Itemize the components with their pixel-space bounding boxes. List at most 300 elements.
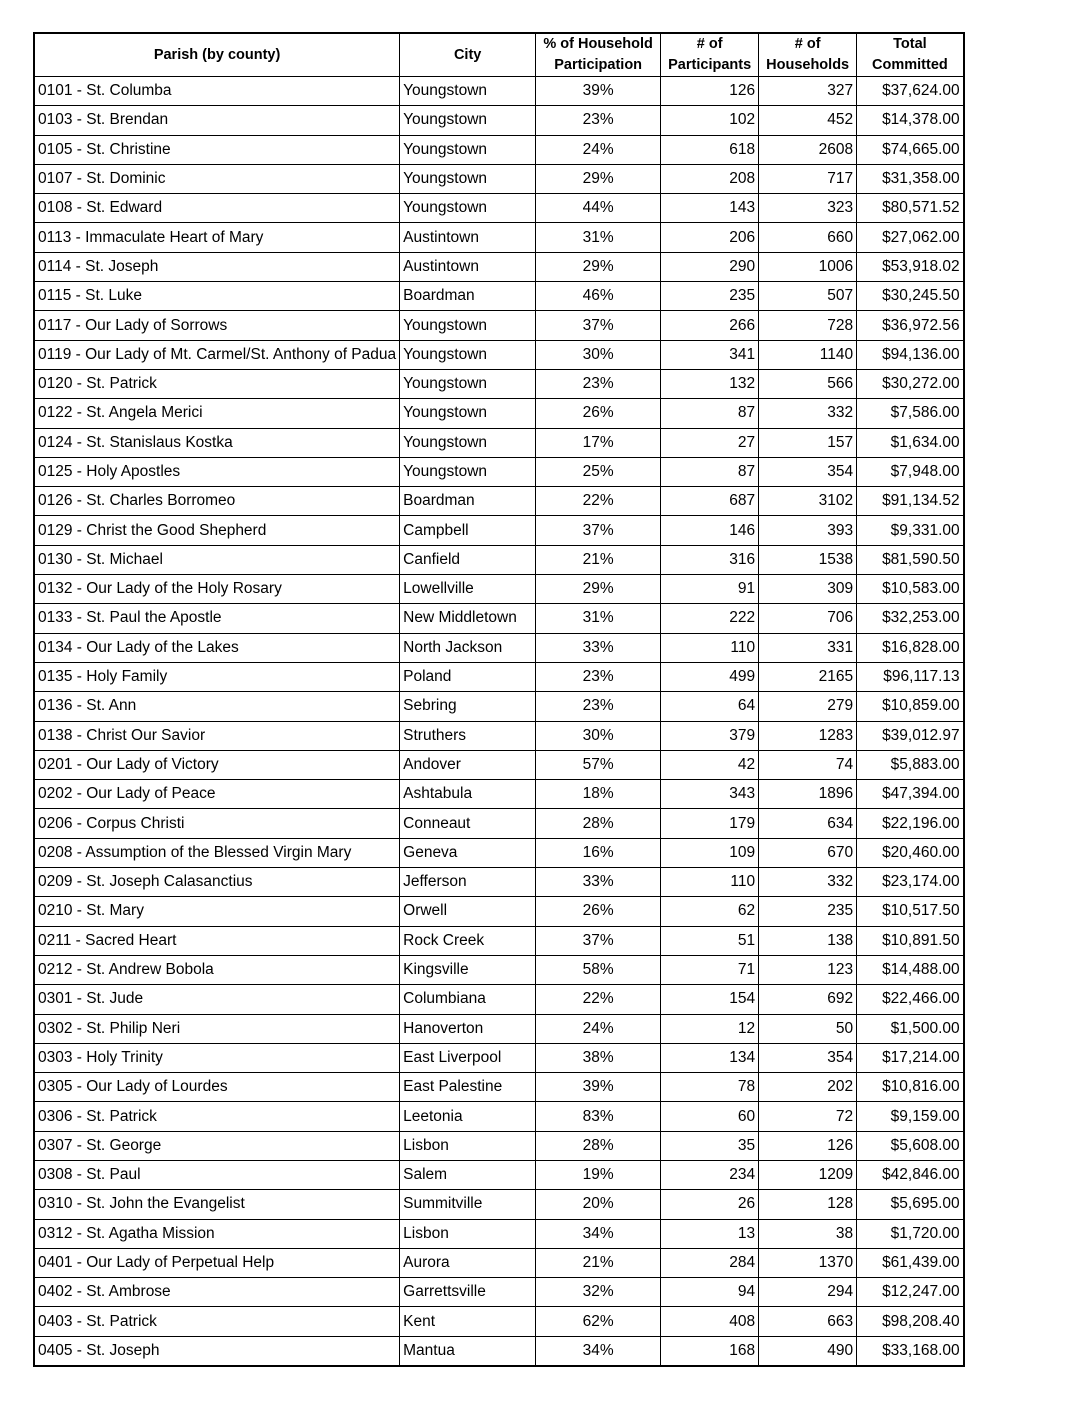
participants-cell: 71 [661, 955, 759, 984]
table-row [34, 662, 964, 691]
households-cell: 354 [759, 1043, 857, 1072]
city-cell: Struthers [400, 721, 536, 750]
city-cell: Boardman [400, 487, 536, 516]
parish-cell: 0101 - St. Columba [34, 77, 400, 106]
table-row [34, 194, 964, 223]
total-committed-cell: $22,466.00 [857, 985, 964, 1014]
households-cell: 1006 [759, 252, 857, 281]
parish-cell: 0302 - St. Philip Neri [34, 1014, 400, 1043]
participants-cell: 110 [661, 868, 759, 897]
parish-cell: 0310 - St. John the Evangelist [34, 1190, 400, 1219]
parish-cell: 0134 - Our Lady of the Lakes [34, 633, 400, 662]
participants-cell: 87 [661, 457, 759, 486]
city-cell: Lisbon [400, 1219, 536, 1248]
city-cell: Youngstown [400, 340, 536, 369]
total-committed-cell: $16,828.00 [857, 633, 964, 662]
household-participation-cell: 23% [536, 692, 661, 721]
household-participation-cell: 46% [536, 282, 661, 311]
header-participants-line1: # of [696, 36, 723, 52]
city-cell: Youngstown [400, 77, 536, 106]
households-cell: 452 [759, 106, 857, 135]
households-cell: 490 [759, 1336, 857, 1366]
participants-cell: 110 [661, 633, 759, 662]
household-participation-cell: 19% [536, 1160, 661, 1189]
city-cell: Boardman [400, 282, 536, 311]
city-cell: Hanoverton [400, 1014, 536, 1043]
households-cell: 393 [759, 516, 857, 545]
table-row [34, 1336, 964, 1366]
city-cell: Austintown [400, 252, 536, 281]
participants-cell: 179 [661, 809, 759, 838]
table-row [34, 1278, 964, 1307]
table-row [34, 77, 964, 106]
households-cell: 332 [759, 868, 857, 897]
household-participation-cell: 33% [536, 868, 661, 897]
header-row [34, 33, 964, 77]
city-cell: Youngstown [400, 106, 536, 135]
household-participation-cell: 30% [536, 721, 661, 750]
participants-cell: 60 [661, 1102, 759, 1131]
households-cell: 1370 [759, 1248, 857, 1277]
parish-cell: 0103 - St. Brendan [34, 106, 400, 135]
parish-cell: 0133 - St. Paul the Apostle [34, 604, 400, 633]
table-row [34, 1219, 964, 1248]
household-participation-cell: 29% [536, 575, 661, 604]
parish-cell: 0124 - St. Stanislaus Kostka [34, 428, 400, 457]
household-participation-cell: 21% [536, 545, 661, 574]
parish-cell: 0122 - St. Angela Merici [34, 399, 400, 428]
total-committed-cell: $53,918.02 [857, 252, 964, 281]
table-row [34, 1160, 964, 1189]
household-participation-cell: 24% [536, 1014, 661, 1043]
table-row [34, 809, 964, 838]
city-cell: Youngstown [400, 428, 536, 457]
households-cell: 50 [759, 1014, 857, 1043]
households-cell: 660 [759, 223, 857, 252]
total-committed-cell: $80,571.52 [857, 194, 964, 223]
total-committed-cell: $12,247.00 [857, 1278, 964, 1307]
city-cell: Youngstown [400, 399, 536, 428]
header-parish-label: Parish (by county) [153, 46, 281, 63]
household-participation-cell: 83% [536, 1102, 661, 1131]
city-cell: Sebring [400, 692, 536, 721]
household-participation-cell: 20% [536, 1190, 661, 1219]
table-row [34, 692, 964, 721]
table-row [34, 399, 964, 428]
participants-cell: 87 [661, 399, 759, 428]
table-header [34, 33, 964, 77]
total-committed-cell: $22,196.00 [857, 809, 964, 838]
total-committed-cell: $42,846.00 [857, 1160, 964, 1189]
households-cell: 279 [759, 692, 857, 721]
household-participation-cell: 22% [536, 985, 661, 1014]
header-households [759, 33, 857, 77]
households-cell: 1538 [759, 545, 857, 574]
household-participation-cell: 38% [536, 1043, 661, 1072]
table-row [34, 164, 964, 193]
household-participation-cell: 39% [536, 1073, 661, 1102]
household-participation-cell: 44% [536, 194, 661, 223]
table-row [34, 955, 964, 984]
households-cell: 663 [759, 1307, 857, 1336]
parish-cell: 0301 - St. Jude [34, 985, 400, 1014]
parish-cell: 0108 - St. Edward [34, 194, 400, 223]
participants-cell: 27 [661, 428, 759, 457]
city-cell: Andover [400, 750, 536, 779]
total-committed-cell: $1,500.00 [857, 1014, 964, 1043]
city-cell: Youngstown [400, 369, 536, 398]
parish-cell: 0136 - St. Ann [34, 692, 400, 721]
city-cell: Aurora [400, 1248, 536, 1277]
total-committed-cell: $7,948.00 [857, 457, 964, 486]
header-pct-line2: Participation [554, 57, 643, 73]
participants-cell: 132 [661, 369, 759, 398]
total-committed-cell: $14,378.00 [857, 106, 964, 135]
total-committed-cell: $39,012.97 [857, 721, 964, 750]
table-row [34, 369, 964, 398]
participants-cell: 62 [661, 897, 759, 926]
header-participants-line2: Participants [668, 57, 752, 73]
table-row [34, 1131, 964, 1160]
households-cell: 507 [759, 282, 857, 311]
total-committed-cell: $5,695.00 [857, 1190, 964, 1219]
participants-cell: 379 [661, 721, 759, 750]
participants-cell: 78 [661, 1073, 759, 1102]
households-cell: 692 [759, 985, 857, 1014]
total-committed-cell: $5,608.00 [857, 1131, 964, 1160]
parish-cell: 0201 - Our Lady of Victory [34, 750, 400, 779]
parish-cell: 0405 - St. Joseph [34, 1336, 400, 1366]
city-cell: Kingsville [400, 955, 536, 984]
city-cell: Ashtabula [400, 780, 536, 809]
parish-cell: 0120 - St. Patrick [34, 369, 400, 398]
participants-cell: 102 [661, 106, 759, 135]
parish-cell: 0403 - St. Patrick [34, 1307, 400, 1336]
table-row [34, 575, 964, 604]
table-row [34, 604, 964, 633]
parish-cell: 0135 - Holy Family [34, 662, 400, 691]
total-committed-cell: $81,590.50 [857, 545, 964, 574]
total-committed-cell: $10,816.00 [857, 1073, 964, 1102]
table-row [34, 457, 964, 486]
household-participation-cell: 16% [536, 838, 661, 867]
participants-cell: 91 [661, 575, 759, 604]
household-participation-cell: 31% [536, 223, 661, 252]
participants-cell: 26 [661, 1190, 759, 1219]
parish-cell: 0212 - St. Andrew Bobola [34, 955, 400, 984]
participants-cell: 290 [661, 252, 759, 281]
household-participation-cell: 58% [536, 955, 661, 984]
parish-cell: 0308 - St. Paul [34, 1160, 400, 1189]
households-cell: 634 [759, 809, 857, 838]
header-total-committed [857, 33, 964, 77]
household-participation-cell: 23% [536, 106, 661, 135]
total-committed-cell: $47,394.00 [857, 780, 964, 809]
households-cell: 717 [759, 164, 857, 193]
city-cell: Summitville [400, 1190, 536, 1219]
table-row [34, 1073, 964, 1102]
table-row [34, 1102, 964, 1131]
participants-cell: 341 [661, 340, 759, 369]
households-cell: 38 [759, 1219, 857, 1248]
participants-cell: 94 [661, 1278, 759, 1307]
table-row [34, 428, 964, 457]
households-cell: 126 [759, 1131, 857, 1160]
household-participation-cell: 34% [536, 1219, 661, 1248]
city-cell: Austintown [400, 223, 536, 252]
participants-cell: 134 [661, 1043, 759, 1072]
households-cell: 74 [759, 750, 857, 779]
city-cell: Rock Creek [400, 926, 536, 955]
participants-cell: 208 [661, 164, 759, 193]
table-row [34, 1043, 964, 1072]
parish-cell: 0105 - St. Christine [34, 135, 400, 164]
table-row [34, 780, 964, 809]
participants-cell: 168 [661, 1336, 759, 1366]
table-row [34, 1014, 964, 1043]
household-participation-cell: 29% [536, 164, 661, 193]
total-committed-cell: $5,883.00 [857, 750, 964, 779]
household-participation-cell: 22% [536, 487, 661, 516]
city-cell: East Palestine [400, 1073, 536, 1102]
total-committed-cell: $74,665.00 [857, 135, 964, 164]
header-households-line1: # of [794, 36, 821, 52]
parish-cell: 0113 - Immaculate Heart of Mary [34, 223, 400, 252]
participants-cell: 222 [661, 604, 759, 633]
table-row [34, 311, 964, 340]
city-cell: North Jackson [400, 633, 536, 662]
city-cell: New Middletown [400, 604, 536, 633]
table-row [34, 1307, 964, 1336]
parish-cell: 0117 - Our Lady of Sorrows [34, 311, 400, 340]
household-participation-cell: 25% [536, 457, 661, 486]
city-cell: Youngstown [400, 311, 536, 340]
households-cell: 1209 [759, 1160, 857, 1189]
parish-cell: 0119 - Our Lady of Mt. Carmel/St. Anthony of Padua [34, 340, 400, 369]
participants-cell: 146 [661, 516, 759, 545]
households-cell: 138 [759, 926, 857, 955]
participants-cell: 343 [661, 780, 759, 809]
household-participation-cell: 29% [536, 252, 661, 281]
parish-cell: 0312 - St. Agatha Mission [34, 1219, 400, 1248]
city-cell: Orwell [400, 897, 536, 926]
city-cell: Leetonia [400, 1102, 536, 1131]
parish-cell: 0208 - Assumption of the Blessed Virgin Mary [34, 838, 400, 867]
household-participation-cell: 32% [536, 1278, 661, 1307]
households-cell: 323 [759, 194, 857, 223]
parish-cell: 0402 - St. Ambrose [34, 1278, 400, 1307]
households-cell: 294 [759, 1278, 857, 1307]
parish-cell: 0401 - Our Lady of Perpetual Help [34, 1248, 400, 1277]
table-body [34, 77, 964, 1367]
participants-cell: 499 [661, 662, 759, 691]
households-cell: 332 [759, 399, 857, 428]
table-row [34, 545, 964, 574]
city-cell: Youngstown [400, 457, 536, 486]
total-committed-cell: $32,253.00 [857, 604, 964, 633]
table-row [34, 985, 964, 1014]
parish-cell: 0126 - St. Charles Borromeo [34, 487, 400, 516]
participants-cell: 51 [661, 926, 759, 955]
parish-cell: 0307 - St. George [34, 1131, 400, 1160]
parish-cell: 0210 - St. Mary [34, 897, 400, 926]
table-row [34, 1248, 964, 1277]
header-households-line2: Households [766, 57, 850, 73]
households-cell: 128 [759, 1190, 857, 1219]
household-participation-cell: 62% [536, 1307, 661, 1336]
total-committed-cell: $23,174.00 [857, 868, 964, 897]
total-committed-cell: $10,583.00 [857, 575, 964, 604]
parish-cell: 0125 - Holy Apostles [34, 457, 400, 486]
city-cell: Mantua [400, 1336, 536, 1366]
household-participation-cell: 26% [536, 897, 661, 926]
header-total-line1: Total [893, 36, 927, 52]
parish-cell: 0114 - St. Joseph [34, 252, 400, 281]
table-row [34, 252, 964, 281]
table-row [34, 897, 964, 926]
households-cell: 354 [759, 457, 857, 486]
total-committed-cell: $91,134.52 [857, 487, 964, 516]
table-row [34, 106, 964, 135]
total-committed-cell: $27,062.00 [857, 223, 964, 252]
participants-cell: 64 [661, 692, 759, 721]
total-committed-cell: $31,358.00 [857, 164, 964, 193]
table-row [34, 926, 964, 955]
parish-cell: 0107 - St. Dominic [34, 164, 400, 193]
households-cell: 2165 [759, 662, 857, 691]
header-participants [661, 33, 759, 77]
household-participation-cell: 37% [536, 926, 661, 955]
table-row [34, 721, 964, 750]
table-row [34, 223, 964, 252]
household-participation-cell: 37% [536, 516, 661, 545]
table-row [34, 868, 964, 897]
table-row [34, 340, 964, 369]
participants-cell: 143 [661, 194, 759, 223]
total-committed-cell: $17,214.00 [857, 1043, 964, 1072]
total-committed-cell: $98,208.40 [857, 1307, 964, 1336]
city-cell: Kent [400, 1307, 536, 1336]
total-committed-cell: $30,245.50 [857, 282, 964, 311]
households-cell: 309 [759, 575, 857, 604]
city-cell: Garrettsville [400, 1278, 536, 1307]
table-row [34, 487, 964, 516]
household-participation-cell: 23% [536, 662, 661, 691]
header-household-participation [536, 33, 661, 77]
total-committed-cell: $30,272.00 [857, 369, 964, 398]
participants-cell: 235 [661, 282, 759, 311]
header-total-line2: Committed [872, 57, 948, 73]
household-participation-cell: 37% [536, 311, 661, 340]
households-cell: 123 [759, 955, 857, 984]
total-committed-cell: $61,439.00 [857, 1248, 964, 1277]
table-row [34, 516, 964, 545]
total-committed-cell: $96,117.13 [857, 662, 964, 691]
household-participation-cell: 30% [536, 340, 661, 369]
parish-cell: 0202 - Our Lady of Peace [34, 780, 400, 809]
table-row [34, 750, 964, 779]
household-participation-cell: 26% [536, 399, 661, 428]
participants-cell: 13 [661, 1219, 759, 1248]
participants-cell: 284 [661, 1248, 759, 1277]
header-parish [34, 33, 400, 77]
participants-cell: 12 [661, 1014, 759, 1043]
parish-cell: 0130 - St. Michael [34, 545, 400, 574]
city-cell: Jefferson [400, 868, 536, 897]
parish-cell: 0206 - Corpus Christi [34, 809, 400, 838]
participants-cell: 126 [661, 77, 759, 106]
household-participation-cell: 39% [536, 77, 661, 106]
participants-cell: 109 [661, 838, 759, 867]
total-committed-cell: $33,168.00 [857, 1336, 964, 1366]
table-row [34, 1190, 964, 1219]
households-cell: 706 [759, 604, 857, 633]
table-row [34, 282, 964, 311]
total-committed-cell: $1,634.00 [857, 428, 964, 457]
total-committed-cell: $7,586.00 [857, 399, 964, 428]
participants-cell: 42 [661, 750, 759, 779]
total-committed-cell: $10,517.50 [857, 897, 964, 926]
household-participation-cell: 31% [536, 604, 661, 633]
participants-cell: 687 [661, 487, 759, 516]
city-cell: Columbiana [400, 985, 536, 1014]
household-participation-cell: 33% [536, 633, 661, 662]
total-committed-cell: $20,460.00 [857, 838, 964, 867]
participants-cell: 206 [661, 223, 759, 252]
header-city-label: City [453, 46, 482, 63]
households-cell: 72 [759, 1102, 857, 1131]
total-committed-cell: $1,720.00 [857, 1219, 964, 1248]
participants-cell: 618 [661, 135, 759, 164]
households-cell: 235 [759, 897, 857, 926]
header-pct-line1: % of Household [543, 36, 653, 52]
household-participation-cell: 24% [536, 135, 661, 164]
parish-cell: 0129 - Christ the Good Shepherd [34, 516, 400, 545]
city-cell: Poland [400, 662, 536, 691]
households-cell: 670 [759, 838, 857, 867]
total-committed-cell: $36,972.56 [857, 311, 964, 340]
city-cell: Geneva [400, 838, 536, 867]
households-cell: 2608 [759, 135, 857, 164]
household-participation-cell: 23% [536, 369, 661, 398]
participants-cell: 35 [661, 1131, 759, 1160]
city-cell: Youngstown [400, 164, 536, 193]
total-committed-cell: $9,331.00 [857, 516, 964, 545]
household-participation-cell: 28% [536, 1131, 661, 1160]
households-cell: 1283 [759, 721, 857, 750]
household-participation-cell: 34% [536, 1336, 661, 1366]
households-cell: 566 [759, 369, 857, 398]
total-committed-cell: $14,488.00 [857, 955, 964, 984]
city-cell: Salem [400, 1160, 536, 1189]
parish-cell: 0138 - Christ Our Savior [34, 721, 400, 750]
parish-cell: 0303 - Holy Trinity [34, 1043, 400, 1072]
city-cell: Conneaut [400, 809, 536, 838]
parish-cell: 0306 - St. Patrick [34, 1102, 400, 1131]
parish-cell: 0209 - St. Joseph Calasanctius [34, 868, 400, 897]
total-committed-cell: $94,136.00 [857, 340, 964, 369]
parish-cell: 0115 - St. Luke [34, 282, 400, 311]
city-cell: East Liverpool [400, 1043, 536, 1072]
households-cell: 1896 [759, 780, 857, 809]
city-cell: Lisbon [400, 1131, 536, 1160]
participants-cell: 234 [661, 1160, 759, 1189]
households-cell: 202 [759, 1073, 857, 1102]
parish-participation-table [33, 32, 965, 1367]
household-participation-cell: 57% [536, 750, 661, 779]
table-row [34, 633, 964, 662]
table-row [34, 838, 964, 867]
